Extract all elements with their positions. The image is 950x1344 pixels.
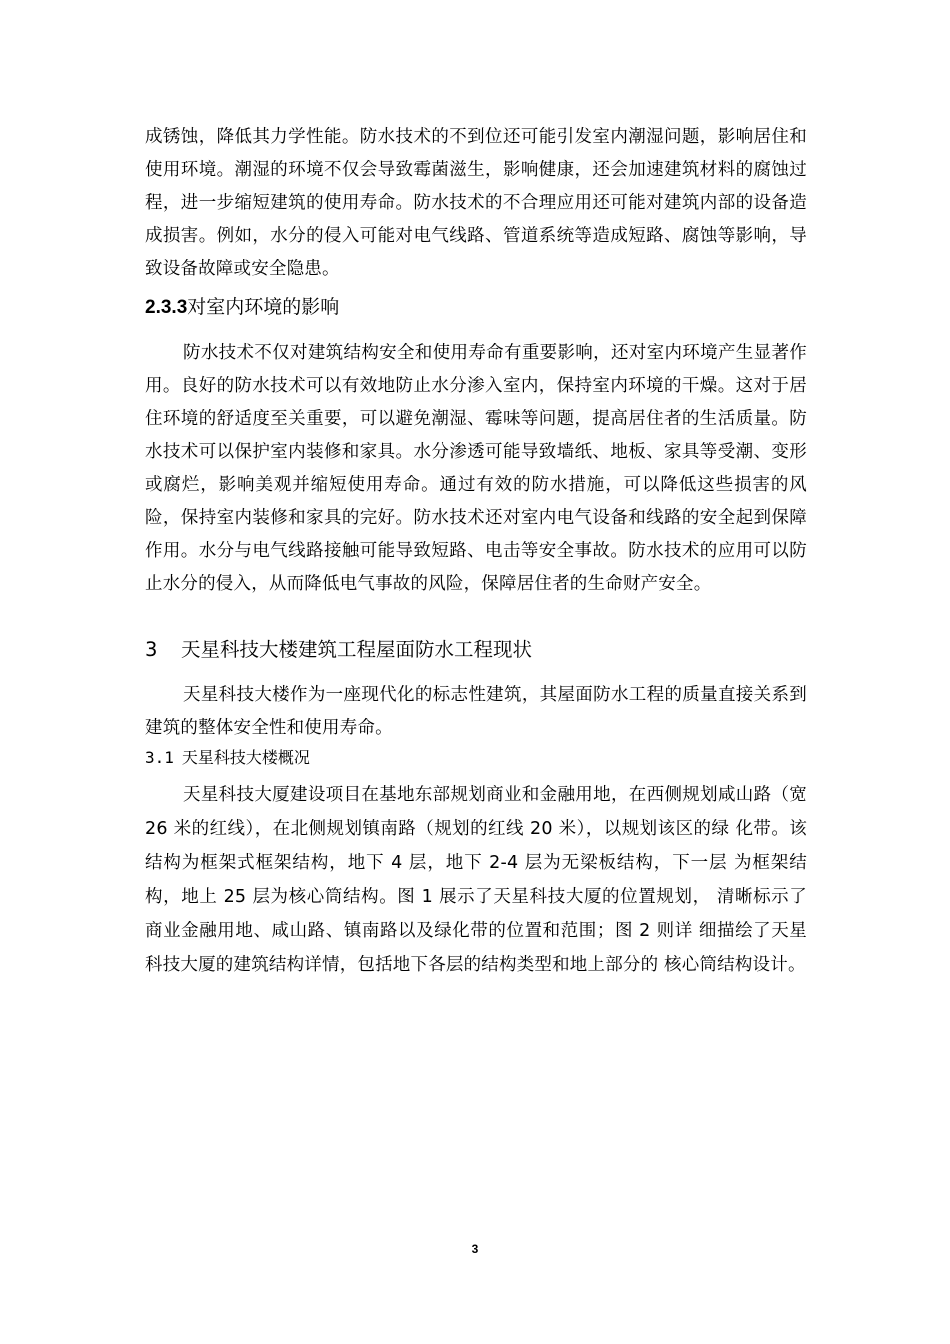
body-paragraph: 天星科技大楼作为一座现代化的标志性建筑，其屋面防水工程的质量直接关系到建筑的整体安全性和使用寿命。 [145, 685, 807, 738]
section-number: 3.1 [145, 748, 174, 767]
section-number: 3 [145, 638, 158, 661]
body-paragraph: 防水技术不仅对建筑结构安全和使用寿命有重要影响，还对室内环境产生显著作用。良好的防水技术可以有效地防止水分渗入室内，保持室内环境的干燥。这对于居住环境的舒适度至关重要，可以避免潮湿、霉味等问题，提高居住者的生活质量。防水技术可以保护室内装修和家具。水分渗透可能导致墙纸、地板、家具等受潮、变形或腐烂，影响美观并缩短使用寿命。通过有效的防水措施，可以降低这些损害的风险，保持室内装修和家具的完好。防水技术还对室内电气设备和线路的安全起到保障作用。水分与电气线路接触可能导致短路、电击等安全事故。防水技术的应用可以防止水分的侵入，从而降低电气事故的风险，保障居住者的生命财产安全。 [145, 343, 807, 594]
section-title: 对室内环境的影响 [187, 296, 340, 318]
page-number: 3 [471, 1242, 479, 1256]
paragraph-building-overview [145, 778, 807, 982]
section-title: 天星科技大楼概况 [181, 748, 310, 767]
section-title: 天星科技大楼建筑工程屋面防水工程现状 [181, 638, 533, 661]
paragraph-building-intro [145, 679, 807, 745]
body-paragraph: 天星科技大厦建设项目在基地东部规划商业和金融用地，在西侧规划咸山路（宽 26 米的红线），在北侧规划镇南路（规划的红线 20 米），以规划该区的绿 化带。该结构为框架式框架结构，地下 4 层，地下 2-4 层为无梁板结构，下一层 为框架结构，地上 25 层为核心筒结构。图 1 展示了天星科技大厦的位置规划， 清晰标示了商业金融用地、咸山路、镇南路以及绿化带的位置和范围；图 2 则详 细描绘了天星科技大厦的建筑结构详情，包括地下各层的结构类型和地上部分的 核心筒结构设计。 [145, 785, 807, 975]
section-number: 2.3.3 [145, 297, 188, 318]
body-paragraph: 成锈蚀，降低其力学性能。防水技术的不到位还可能引发室内潮湿问题，影响居住和使用环境。潮湿的环境不仅会导致霉菌滋生，影响健康，还会加速建筑材料的腐蚀过程，进一步缩短建筑的使用寿命。防水技术的不合理应用还可能对建筑内部的设备造成损害。例如，水分的侵入可能对电气线路、管道系统等造成短路、腐蚀等影响，导致设备故障或安全隐患。 [145, 127, 807, 279]
section-heading-3-1 [145, 745, 807, 771]
paragraph-indoor-environment [145, 337, 807, 601]
paragraph-continued [145, 121, 807, 286]
section-heading-2-3-3 [145, 292, 807, 323]
section-heading-3 [145, 635, 807, 665]
